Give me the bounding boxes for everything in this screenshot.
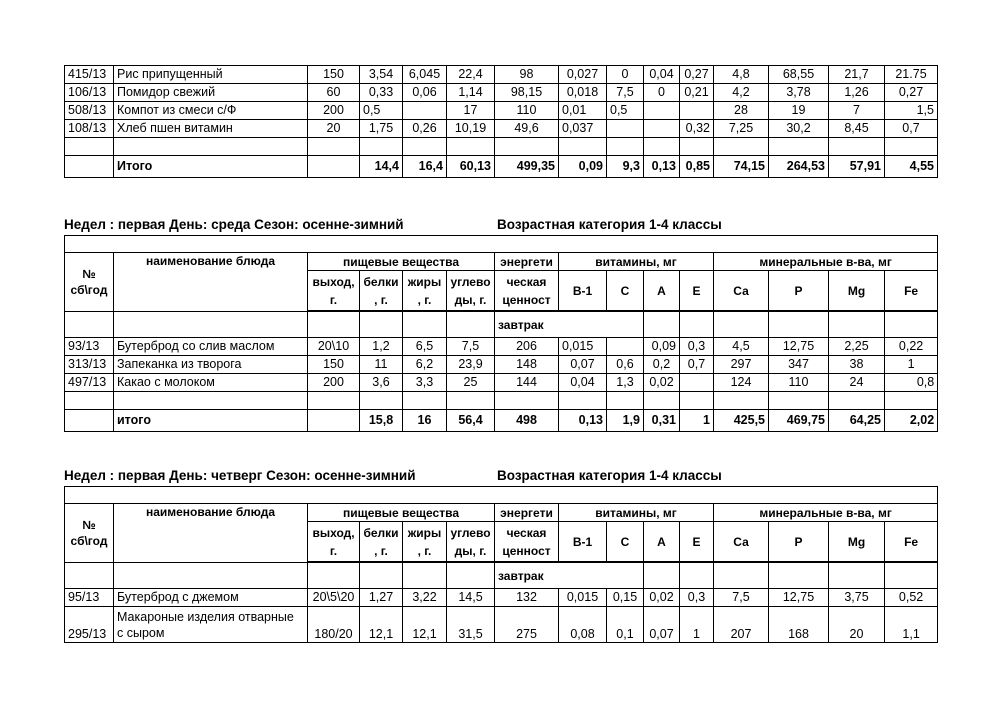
total-row xyxy=(65,410,938,432)
vit-b1-cell: 0,015 xyxy=(559,338,607,356)
protein-cell: 0,5 xyxy=(360,102,403,120)
energy-cell: 148 xyxy=(495,356,559,374)
total-carbs: 56,4 xyxy=(447,410,495,432)
dish-name: Рис припущенный xyxy=(114,66,308,84)
fe-cell: 1,1 xyxy=(885,607,938,643)
ca-cell: 4,5 xyxy=(714,338,769,356)
total-fe: 2,02 xyxy=(885,410,938,432)
vit-c-cell: 1,3 xyxy=(607,374,644,392)
col-header-fe: Fe xyxy=(885,271,938,311)
table-row xyxy=(65,589,938,607)
fat-cell: 12,1 xyxy=(403,607,447,643)
section-title-wednesday xyxy=(64,217,722,232)
yield-cell: 20\5\20 xyxy=(308,589,360,607)
ca-cell: 7,25 xyxy=(714,120,769,138)
vit-c-cell: 0 xyxy=(607,66,644,84)
mg-cell: 21,7 xyxy=(829,66,885,84)
col-header-fat: жиры , г. xyxy=(403,522,447,562)
vit-c-cell xyxy=(607,338,644,356)
table-row xyxy=(65,338,938,356)
vit-b1-cell: 0,015 xyxy=(559,589,607,607)
col-header-protein: белки , г. xyxy=(360,522,403,562)
col-header-carbs: углево ды, г. xyxy=(447,271,495,311)
col-header-dish: наименование блюда xyxy=(114,253,308,312)
energy-cell: 49,6 xyxy=(495,120,559,138)
p-cell: 30,2 xyxy=(769,120,829,138)
col-header-num: № сб\год xyxy=(65,504,114,563)
fat-cell: 0,06 xyxy=(403,84,447,102)
total-carbs: 60,13 xyxy=(447,156,495,178)
col-header-p: Р xyxy=(769,522,829,562)
vit-a-cell: 0,2 xyxy=(644,356,680,374)
yield-cell: 20\10 xyxy=(308,338,360,356)
table-row xyxy=(65,607,938,643)
protein-cell: 1,27 xyxy=(360,589,403,607)
fat-cell: 0,26 xyxy=(403,120,447,138)
total-fat: 16 xyxy=(403,410,447,432)
age-category: Возрастная категория 1-4 классы xyxy=(497,468,722,483)
table-row xyxy=(65,392,938,410)
yield-cell: 180/20 xyxy=(308,607,360,643)
day-info: Недел : первая День: четверг Сезон: осенне-зимний xyxy=(64,468,416,483)
vit-a-cell: 0 xyxy=(644,84,680,102)
vit-c-cell: 0,5 xyxy=(607,102,644,120)
total-vit-a: 0,31 xyxy=(644,410,680,432)
col-header-yield: выход, г. xyxy=(308,271,360,311)
vit-e-cell: 0,3 xyxy=(680,338,714,356)
energy-cell: 132 xyxy=(495,589,559,607)
total-ca: 425,5 xyxy=(714,410,769,432)
p-cell: 12,75 xyxy=(769,589,829,607)
dish-code: 508/13 xyxy=(65,102,114,120)
yield-cell: 200 xyxy=(308,102,360,120)
col-header-num: № сб\год xyxy=(65,253,114,312)
col-header-protein: белки , г. xyxy=(360,271,403,311)
col-header-mg: Mg xyxy=(829,522,885,562)
meal-label-breakfast: завтрак xyxy=(495,563,644,589)
vit-a-cell: 0,04 xyxy=(644,66,680,84)
vit-e-cell: 1 xyxy=(680,607,714,643)
table-row xyxy=(65,66,938,84)
col-header-dish: наименование блюда xyxy=(114,504,308,563)
vit-e-cell: 0,7 xyxy=(680,356,714,374)
carbs-cell: 10,19 xyxy=(447,120,495,138)
menu-table-2 xyxy=(64,235,938,432)
fat-cell: 3,22 xyxy=(403,589,447,607)
total-vit-b1: 0,13 xyxy=(559,410,607,432)
table-row xyxy=(65,120,938,138)
protein-cell: 11 xyxy=(360,356,403,374)
p-cell: 12,75 xyxy=(769,338,829,356)
yield-cell: 150 xyxy=(308,66,360,84)
dish-code: 313/13 xyxy=(65,356,114,374)
protein-cell: 3,6 xyxy=(360,374,403,392)
table-row xyxy=(65,138,938,156)
fe-cell: 21.75 xyxy=(885,66,938,84)
fat-cell: 3,3 xyxy=(403,374,447,392)
total-energy: 498 xyxy=(495,410,559,432)
protein-cell: 0,33 xyxy=(360,84,403,102)
table-row xyxy=(65,356,938,374)
fe-cell: 0,27 xyxy=(885,84,938,102)
dish-name: Запеканка из творога xyxy=(114,356,308,374)
vit-c-cell: 0,15 xyxy=(607,589,644,607)
protein-cell: 3,54 xyxy=(360,66,403,84)
carbs-cell: 1,14 xyxy=(447,84,495,102)
col-header-e: Е xyxy=(680,271,714,311)
p-cell: 19 xyxy=(769,102,829,120)
vit-c-cell: 7,5 xyxy=(607,84,644,102)
dish-code: 415/13 xyxy=(65,66,114,84)
col-header-c: С xyxy=(607,522,644,562)
total-vit-e: 1 xyxy=(680,410,714,432)
carbs-cell: 7,5 xyxy=(447,338,495,356)
mg-cell: 7 xyxy=(829,102,885,120)
fat-cell xyxy=(403,102,447,120)
vit-e-cell: 0,27 xyxy=(680,66,714,84)
col-header-vitamins: витамины, мг xyxy=(559,504,714,522)
total-protein: 15,8 xyxy=(360,410,403,432)
col-header-e: Е xyxy=(680,522,714,562)
vit-b1-cell: 0,07 xyxy=(559,356,607,374)
carbs-cell: 25 xyxy=(447,374,495,392)
total-fat: 16,4 xyxy=(403,156,447,178)
dish-name: Помидор свежий xyxy=(114,84,308,102)
total-energy: 499,35 xyxy=(495,156,559,178)
dish-code: 106/13 xyxy=(65,84,114,102)
p-cell: 168 xyxy=(769,607,829,643)
mg-cell: 8,45 xyxy=(829,120,885,138)
fat-cell: 6,2 xyxy=(403,356,447,374)
col-header-energy-1: энергети xyxy=(495,504,559,522)
col-header-a: А xyxy=(644,271,680,311)
col-header-nutrients: пищевые вещества xyxy=(308,253,495,271)
fat-cell: 6,5 xyxy=(403,338,447,356)
yield-cell: 150 xyxy=(308,356,360,374)
mg-cell: 24 xyxy=(829,374,885,392)
col-header-minerals: минеральные в-ва, мг xyxy=(714,253,938,271)
total-mg: 57,91 xyxy=(829,156,885,178)
dish-name: Хлеб пшен витамин xyxy=(114,120,308,138)
col-header-fe: Fe xyxy=(885,522,938,562)
energy-cell: 275 xyxy=(495,607,559,643)
vit-b1-cell: 0,04 xyxy=(559,374,607,392)
yield-cell: 20 xyxy=(308,120,360,138)
meal-label-breakfast: завтрак xyxy=(495,312,644,338)
dish-name: Бутерброд с джемом xyxy=(114,589,308,607)
ca-cell: 124 xyxy=(714,374,769,392)
col-header-mg: Mg xyxy=(829,271,885,311)
fe-cell: 1 xyxy=(885,356,938,374)
col-header-vitamins: витамины, мг xyxy=(559,253,714,271)
col-header-minerals: минеральные в-ва, мг xyxy=(714,504,938,522)
vit-b1-cell: 0,037 xyxy=(559,120,607,138)
col-header-ca: Са xyxy=(714,522,769,562)
yield-cell: 200 xyxy=(308,374,360,392)
p-cell: 110 xyxy=(769,374,829,392)
menu-table-3 xyxy=(64,486,938,643)
carbs-cell: 31,5 xyxy=(447,607,495,643)
col-header-b1: В-1 xyxy=(559,522,607,562)
carbs-cell: 17 xyxy=(447,102,495,120)
ca-cell: 28 xyxy=(714,102,769,120)
vit-b1-cell: 0,01 xyxy=(559,102,607,120)
energy-cell: 206 xyxy=(495,338,559,356)
vit-b1-cell: 0,08 xyxy=(559,607,607,643)
mg-cell: 3,75 xyxy=(829,589,885,607)
col-header-energy: ческая ценност xyxy=(495,271,559,311)
ca-cell: 4,2 xyxy=(714,84,769,102)
fe-cell: 1,5 xyxy=(885,102,938,120)
dish-code: 497/13 xyxy=(65,374,114,392)
dish-code: 108/13 xyxy=(65,120,114,138)
total-mg: 64,25 xyxy=(829,410,885,432)
total-vit-a: 0,13 xyxy=(644,156,680,178)
fe-cell: 0,8 xyxy=(885,374,938,392)
protein-cell: 1,75 xyxy=(360,120,403,138)
vit-a-cell xyxy=(644,120,680,138)
vit-e-cell: 0,3 xyxy=(680,589,714,607)
dish-name: Макароные изделия отварные с сыром xyxy=(114,607,308,643)
protein-cell: 12,1 xyxy=(360,607,403,643)
section-title-thursday xyxy=(64,468,722,483)
ca-cell: 207 xyxy=(714,607,769,643)
mg-cell: 38 xyxy=(829,356,885,374)
fat-cell: 6,045 xyxy=(403,66,447,84)
yield-cell: 60 xyxy=(308,84,360,102)
protein-cell: 1,2 xyxy=(360,338,403,356)
total-fe: 4,55 xyxy=(885,156,938,178)
dish-name: Бутерброд со слив маслом xyxy=(114,338,308,356)
col-header-c: С xyxy=(607,271,644,311)
dish-code: 95/13 xyxy=(65,589,114,607)
vit-e-cell: 0,32 xyxy=(680,120,714,138)
dish-code: 295/13 xyxy=(65,607,114,643)
age-category: Возрастная категория 1-4 классы xyxy=(497,217,722,232)
p-cell: 347 xyxy=(769,356,829,374)
col-header-b1: В-1 xyxy=(559,271,607,311)
table-row xyxy=(65,84,938,102)
mg-cell: 20 xyxy=(829,607,885,643)
fe-cell: 0,22 xyxy=(885,338,938,356)
fe-cell: 0,7 xyxy=(885,120,938,138)
dish-code: 93/13 xyxy=(65,338,114,356)
mg-cell: 2,25 xyxy=(829,338,885,356)
ca-cell: 297 xyxy=(714,356,769,374)
total-vit-c: 1,9 xyxy=(607,410,644,432)
total-vit-e: 0,85 xyxy=(680,156,714,178)
energy-cell: 98,15 xyxy=(495,84,559,102)
vit-e-cell xyxy=(680,102,714,120)
total-vit-b1: 0,09 xyxy=(559,156,607,178)
p-cell: 68,55 xyxy=(769,66,829,84)
table-row xyxy=(65,374,938,392)
vit-c-cell xyxy=(607,120,644,138)
energy-cell: 98 xyxy=(495,66,559,84)
table-row xyxy=(65,102,938,120)
menu-table-1 xyxy=(64,65,938,178)
col-header-fat: жиры , г. xyxy=(403,271,447,311)
col-header-energy: ческая ценност xyxy=(495,522,559,562)
carbs-cell: 14,5 xyxy=(447,589,495,607)
total-ca: 74,15 xyxy=(714,156,769,178)
col-header-ca: Са xyxy=(714,271,769,311)
p-cell: 3,78 xyxy=(769,84,829,102)
vit-a-cell xyxy=(644,102,680,120)
col-header-yield: выход, г. xyxy=(308,522,360,562)
vit-a-cell: 0,07 xyxy=(644,607,680,643)
vit-a-cell: 0,09 xyxy=(644,338,680,356)
vit-b1-cell: 0,018 xyxy=(559,84,607,102)
vit-e-cell xyxy=(680,374,714,392)
col-header-carbs: углево ды, г. xyxy=(447,522,495,562)
ca-cell: 7,5 xyxy=(714,589,769,607)
dish-name: Какао с молоком xyxy=(114,374,308,392)
total-p: 469,75 xyxy=(769,410,829,432)
vit-a-cell: 0,02 xyxy=(644,374,680,392)
dish-name: Компот из смеси с/Ф xyxy=(114,102,308,120)
total-label: Итого xyxy=(114,156,308,178)
vit-a-cell: 0,02 xyxy=(644,589,680,607)
ca-cell: 4,8 xyxy=(714,66,769,84)
col-header-energy-1: энергети xyxy=(495,253,559,271)
col-header-nutrients: пищевые вещества xyxy=(308,504,495,522)
total-vit-c: 9,3 xyxy=(607,156,644,178)
carbs-cell: 22,4 xyxy=(447,66,495,84)
vit-b1-cell: 0,027 xyxy=(559,66,607,84)
vit-c-cell: 0,6 xyxy=(607,356,644,374)
energy-cell: 110 xyxy=(495,102,559,120)
carbs-cell: 23,9 xyxy=(447,356,495,374)
energy-cell: 144 xyxy=(495,374,559,392)
total-p: 264,53 xyxy=(769,156,829,178)
col-header-a: А xyxy=(644,522,680,562)
fe-cell: 0,52 xyxy=(885,589,938,607)
col-header-p: Р xyxy=(769,271,829,311)
total-row xyxy=(65,156,938,178)
vit-e-cell: 0,21 xyxy=(680,84,714,102)
day-info: Недел : первая День: среда Сезон: осенне-зимний xyxy=(64,217,404,232)
total-protein: 14,4 xyxy=(360,156,403,178)
mg-cell: 1,26 xyxy=(829,84,885,102)
total-label: итого xyxy=(114,410,308,432)
vit-c-cell: 0,1 xyxy=(607,607,644,643)
